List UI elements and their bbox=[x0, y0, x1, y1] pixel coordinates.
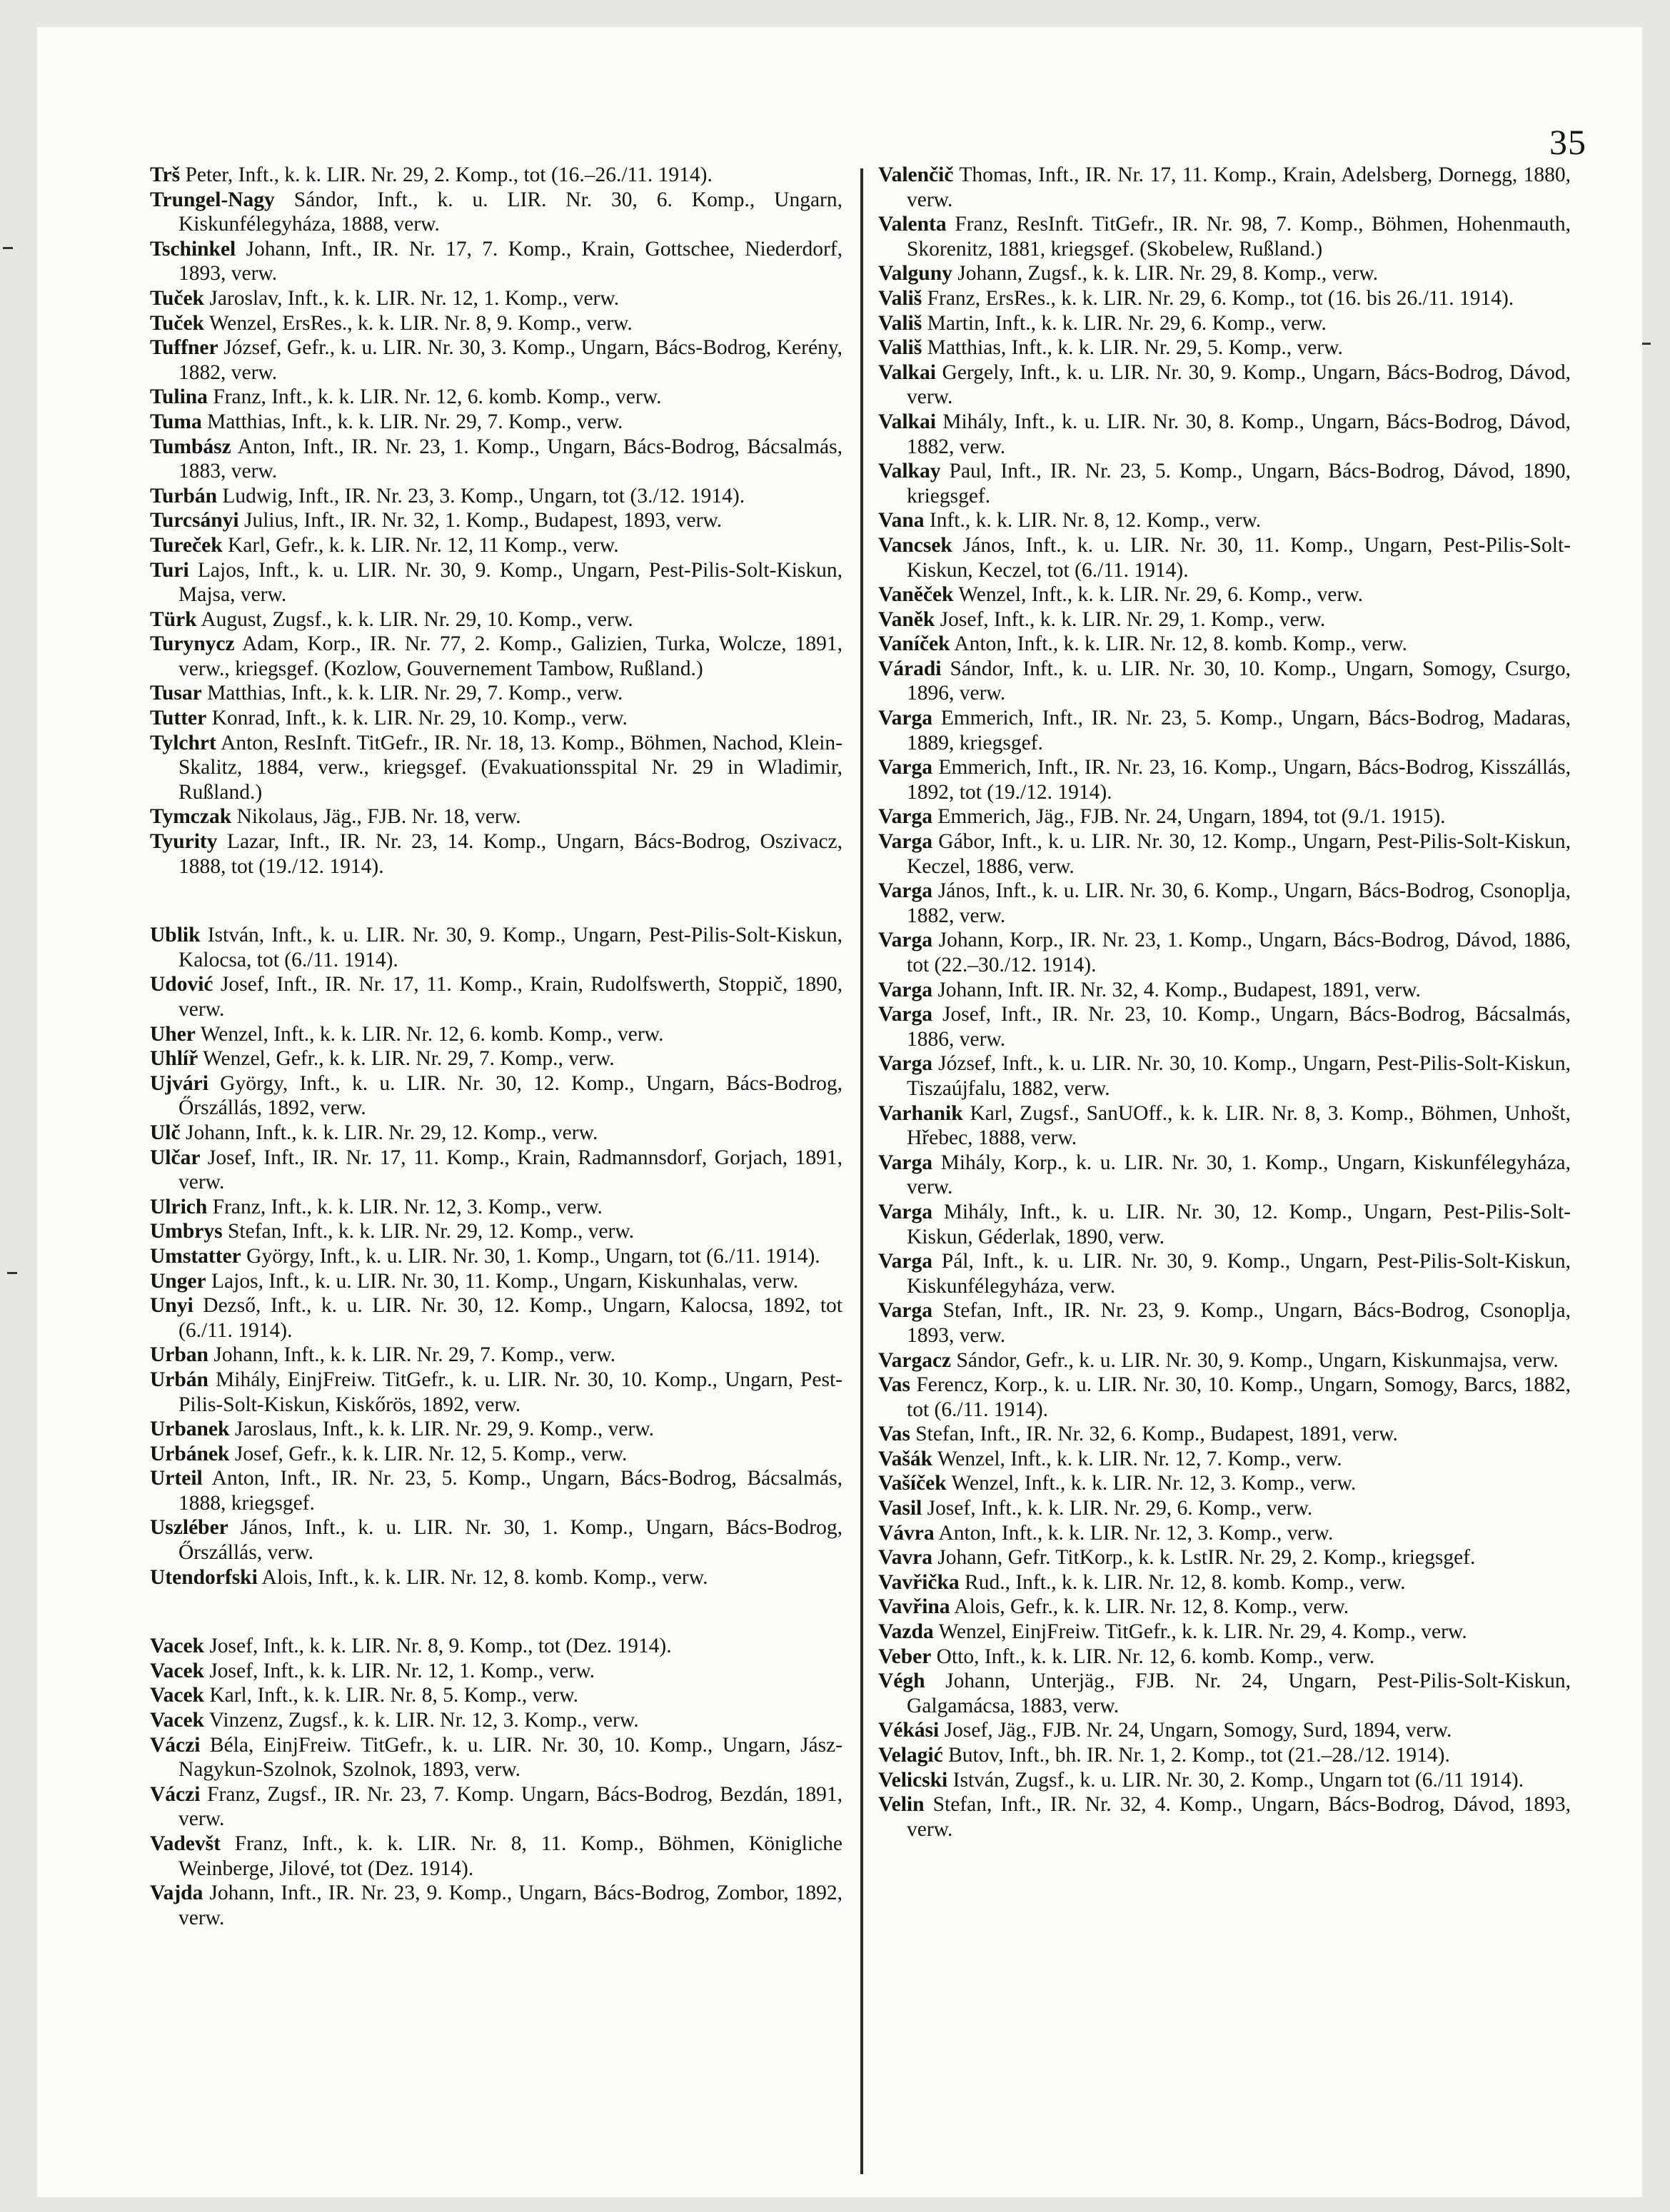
list-entry bbox=[150, 1071, 842, 1121]
list-entry bbox=[150, 188, 842, 237]
entry-details: Lajos, Inft., k. u. LIR. Nr. 30, 11. Komp., Ungarn, Kiskunhalas, verw. bbox=[211, 1269, 799, 1293]
entry-surname: Vargacz bbox=[878, 1348, 952, 1372]
list-entry bbox=[150, 1708, 842, 1733]
entry-surname: Varga bbox=[878, 929, 932, 952]
entry-surname: Turcsányi bbox=[150, 509, 239, 532]
list-entry bbox=[150, 1634, 842, 1659]
entry-surname: Vazda bbox=[878, 1620, 934, 1644]
list-entry bbox=[150, 731, 842, 805]
entry-surname: Velagić bbox=[878, 1744, 943, 1767]
list-entry bbox=[150, 1046, 842, 1071]
entry-surname: Tymczak bbox=[150, 805, 232, 829]
entry-surname: Vašíček bbox=[878, 1472, 947, 1495]
entry-surname: Vaníček bbox=[878, 632, 950, 656]
entry-details: Franz, Inft., k. k. LIR. Nr. 8, 11. Komp., Böhmen, Königliche Weinberge, Jilové, tot (Dez. 1914). bbox=[178, 1832, 843, 1880]
entry-details: Alois, Inft., k. k. LIR. Nr. 12, 8. komb. Komp., verw. bbox=[261, 1565, 708, 1589]
entry-details: György, Inft., k. u. LIR. Nr. 30, 1. Komp., Ungarn, tot (6./11. 1914). bbox=[246, 1244, 820, 1268]
entry-details: György, Inft., k. u. LIR. Nr. 30, 12. Komp., Ungarn, Bács-Bodrog, Őrszállás, 1892, verw. bbox=[178, 1071, 842, 1120]
entry-details: Butov, Inft., bh. IR. Nr. 1, 2. Komp., tot (21.–28./12. 1914). bbox=[948, 1744, 1450, 1767]
list-entry bbox=[878, 632, 1571, 657]
entry-details: Josef, Jäg., FJB. Nr. 24, Ungarn, Somogy, Surd, 1894, verw. bbox=[944, 1719, 1452, 1742]
entry-surname: Váczi bbox=[150, 1733, 201, 1757]
entry-surname: Uher bbox=[150, 1022, 196, 1046]
entry-surname: Vališ bbox=[878, 286, 922, 310]
entry-details: Matthias, Inft., k. k. LIR. Nr. 29, 7. Komp., verw. bbox=[207, 682, 623, 705]
entry-details: Franz, Inft., k. k. LIR. Nr. 12, 3. Komp., verw. bbox=[212, 1195, 603, 1218]
entry-surname: Vasil bbox=[878, 1497, 922, 1520]
entry-details: Wenzel, EinjFreiw. TitGefr., k. k. LIR. Nr. 29, 4. Komp., verw. bbox=[938, 1620, 1467, 1644]
entry-details: Emmerich, Inft., IR. Nr. 23, 5. Komp., Ungarn, Bács-Bodrog, Madaras, 1889, kriegsgef. bbox=[907, 707, 1571, 754]
section-gap bbox=[150, 879, 842, 923]
column-divider bbox=[860, 168, 863, 2174]
list-entry bbox=[878, 360, 1571, 410]
entry-surname: Umbrys bbox=[150, 1220, 223, 1243]
entry-surname: Unyi bbox=[150, 1294, 193, 1318]
entry-details: Ferencz, Korp., k. u. LIR. Nr. 30, 10. Komp., Ungarn, Somogy, Barcs, 1882, tot (6./11. 1914). bbox=[907, 1373, 1571, 1421]
list-entry bbox=[878, 706, 1571, 755]
entry-surname: Varga bbox=[878, 830, 932, 854]
entry-details: Wenzel, Gefr., k. k. LIR. Nr. 29, 7. Komp., verw. bbox=[203, 1047, 615, 1071]
entry-details: Stefan, Inft., IR. Nr. 23, 9. Komp., Ungarn, Bács-Bodrog, Csonoplja, 1893, verw. bbox=[907, 1299, 1571, 1347]
entry-surname: Vacek bbox=[150, 1659, 204, 1682]
list-entry bbox=[878, 582, 1571, 607]
entry-details: Josef, Inft., IR. Nr. 17, 11. Komp., Krain, Rudolfswerth, Stoppič, 1890, verw. bbox=[178, 973, 843, 1021]
entry-surname: Veber bbox=[878, 1645, 932, 1668]
list-entry bbox=[878, 1620, 1571, 1645]
entry-details: Josef, Gefr., k. k. LIR. Nr. 12, 5. Komp., verw. bbox=[234, 1442, 628, 1465]
entry-surname: Vacek bbox=[150, 1635, 204, 1658]
list-entry bbox=[150, 385, 842, 410]
entry-details: Inft., k. k. LIR. Nr. 8, 12. Komp., verw. bbox=[929, 509, 1262, 532]
list-entry bbox=[878, 1792, 1571, 1842]
list-entry bbox=[150, 1782, 842, 1832]
entry-details: István, Inft., k. u. LIR. Nr. 30, 9. Komp., Ungarn, Pest-Pilis-Solt-Kiskun, Kalocsa, tot (6./11. 1914). bbox=[178, 924, 842, 971]
entry-surname: Vališ bbox=[878, 336, 922, 360]
entry-details: Josef, Inft., IR. Nr. 17, 11. Komp., Krain, Radmannsdorf, Gorjach, 1891, verw. bbox=[178, 1146, 842, 1194]
list-entry bbox=[878, 928, 1571, 977]
list-entry bbox=[150, 1466, 842, 1515]
list-entry bbox=[150, 1368, 842, 1417]
list-entry bbox=[150, 1442, 842, 1467]
entry-details: Julius, Inft., IR. Nr. 32, 1. Komp., Budapest, 1893, verw. bbox=[244, 509, 723, 532]
entry-details: József, Gefr., k. u. LIR. Nr. 30, 3. Komp., Ungarn, Bács-Bodrog, Kerény, 1882, verw. bbox=[178, 336, 842, 384]
entry-details: Josef, Inft., k. k. LIR. Nr. 8, 9. Komp., tot (Dez. 1914). bbox=[209, 1635, 672, 1658]
entry-surname: Ulč bbox=[150, 1121, 181, 1144]
entry-details: István, Zugsf., k. u. LIR. Nr. 30, 2. Komp., Ungarn tot (6./11 1914). bbox=[952, 1768, 1524, 1792]
entry-details: Pál, Inft., k. u. LIR. Nr. 30, 9. Komp., Ungarn, Pest-Pilis-Solt-Kiskun, Kiskunfélegyháza, verw. bbox=[907, 1250, 1571, 1298]
entry-surname: Váradi bbox=[878, 657, 942, 680]
list-entry bbox=[878, 311, 1571, 336]
entry-details: Wenzel, ErsRes., k. k. LIR. Nr. 8, 9. Komp., verw. bbox=[208, 311, 633, 335]
list-entry bbox=[150, 1022, 842, 1047]
entry-surname: Varga bbox=[878, 1299, 932, 1323]
list-entry bbox=[150, 484, 842, 509]
entry-details: Béla, EinjFreiw. TitGefr., k. u. LIR. Nr. 30, 10. Komp., Ungarn, Jász-Nagykun-Szolnok, Szolnok, 1893, verw. bbox=[178, 1733, 842, 1782]
entry-surname: Valenčič bbox=[878, 163, 954, 186]
entry-surname: Türk bbox=[150, 607, 197, 631]
list-entry bbox=[878, 607, 1571, 632]
entry-details: Anton, Inft., k. k. LIR. Nr. 12, 8. komb. Komp., verw. bbox=[954, 632, 1408, 656]
list-entry bbox=[878, 533, 1571, 582]
entry-details: Matthias, Inft., k. k. LIR. Nr. 29, 7. Komp., verw. bbox=[207, 410, 623, 433]
list-entry bbox=[878, 1743, 1571, 1768]
entry-surname: Tyurity bbox=[150, 830, 218, 854]
entry-surname: Tschinkel bbox=[150, 237, 236, 261]
entry-surname: Vana bbox=[878, 509, 925, 532]
entry-details: Paul, Inft., IR. Nr. 23, 5. Komp., Ungarn, Bács-Bodrog, Dávod, 1890, kriegsgef. bbox=[907, 460, 1571, 507]
list-entry bbox=[150, 1565, 842, 1590]
list-entry bbox=[150, 1195, 842, 1220]
entry-surname: Vancsek bbox=[878, 533, 952, 557]
entry-surname: Ulrich bbox=[150, 1195, 208, 1218]
list-entry bbox=[150, 1269, 842, 1294]
entry-surname: Varga bbox=[878, 707, 932, 730]
list-entry bbox=[150, 558, 842, 607]
list-entry bbox=[878, 163, 1571, 212]
entry-details: Wenzel, Inft., k. k. LIR. Nr. 12, 7. Komp., verw. bbox=[937, 1447, 1342, 1470]
document-page bbox=[37, 27, 1642, 2197]
entry-details: Karl, Inft., k. k. LIR. Nr. 8, 5. Komp., verw. bbox=[209, 1684, 579, 1707]
entry-details: Johann, Inft., IR. Nr. 17, 7. Komp., Krain, Gottschee, Niederdorf, 1893, verw. bbox=[178, 237, 843, 286]
list-entry bbox=[150, 804, 842, 829]
entry-surname: Trš bbox=[150, 163, 181, 186]
entry-surname: Tureček bbox=[150, 533, 223, 557]
entry-surname: Varga bbox=[878, 978, 932, 1001]
entry-surname: Vaněk bbox=[878, 607, 935, 631]
entry-surname: Vavra bbox=[878, 1546, 932, 1570]
list-entry bbox=[150, 311, 842, 336]
entry-surname: Vaněček bbox=[878, 583, 954, 607]
entry-details: Franz, ResInft. TitGefr., IR. Nr. 98, 7. Komp., Böhmen, Hohenmauth, Skorenitz, 1881, kriegsgef. (Skobelew, Rußland.) bbox=[907, 213, 1571, 261]
entry-details: Wenzel, Inft., k. k. LIR. Nr. 29, 6. Komp., verw. bbox=[958, 583, 1364, 607]
list-entry bbox=[878, 1669, 1571, 1718]
list-entry bbox=[878, 1348, 1571, 1373]
entry-surname: Trungel-Nagy bbox=[150, 188, 275, 211]
list-entry bbox=[878, 459, 1571, 508]
list-entry bbox=[150, 706, 842, 731]
entry-details: Sándor, Gefr., k. u. LIR. Nr. 30, 9. Komp., Ungarn, Kiskunmajsa, verw. bbox=[956, 1348, 1559, 1372]
entry-surname: Vékási bbox=[878, 1719, 940, 1742]
page-number: 35 bbox=[1549, 122, 1586, 162]
list-entry bbox=[878, 1002, 1571, 1051]
entry-details: Johann, Zugsf., k. k. LIR. Nr. 29, 8. Komp., verw. bbox=[957, 262, 1379, 286]
entry-details: Karl, Gefr., k. k. LIR. Nr. 12, 11 Komp., verw. bbox=[228, 533, 619, 557]
entry-surname: Vavřina bbox=[878, 1595, 950, 1619]
entry-details: Johann, Gefr. TitKorp., k. k. LstIR. Nr. 29, 2. Komp., kriegsgef. bbox=[937, 1546, 1476, 1570]
list-entry bbox=[150, 1733, 842, 1782]
entry-details: Anton, ResInft. TitGefr., IR. Nr. 18, 13. Komp., Böhmen, Nachod, Klein-Skalitz, 1884, verw., kriegsgef. (Evakuationsspital Nr. 29 in Wladimir, Rußland.) bbox=[178, 731, 842, 804]
entry-surname: Vašák bbox=[878, 1447, 932, 1470]
list-entry bbox=[878, 755, 1571, 804]
entry-details: Jaroslav, Inft., k. k. LIR. Nr. 12, 1. Komp., verw. bbox=[209, 286, 620, 310]
list-entry bbox=[878, 1373, 1571, 1422]
entry-surname: Varga bbox=[878, 879, 932, 903]
entry-details: Peter, Inft., k. k. LIR. Nr. 29, 2. Komp., tot (16.–26./11. 1914). bbox=[185, 163, 713, 186]
list-entry bbox=[878, 829, 1571, 879]
entry-details: Rud., Inft., k. k. LIR. Nr. 12, 8. komb. Komp., verw. bbox=[965, 1570, 1406, 1594]
left-column bbox=[150, 163, 842, 1930]
entry-details: Alois, Gefr., k. k. LIR. Nr. 12, 8. Komp., verw. bbox=[954, 1595, 1349, 1619]
entry-surname: Vacek bbox=[150, 1684, 204, 1707]
entry-details: Josef, Inft., k. k. LIR. Nr. 29, 6. Komp., verw. bbox=[927, 1497, 1313, 1520]
list-entry bbox=[878, 410, 1571, 459]
entry-surname: Urbánek bbox=[150, 1442, 230, 1465]
entry-details: Lajos, Inft., k. u. LIR. Nr. 30, 9. Komp., Ungarn, Pest-Pilis-Solt-Kiskun, Majsa, verw. bbox=[178, 558, 843, 607]
entry-details: Otto, Inft., k. k. LIR. Nr. 12, 6. komb. Komp., verw. bbox=[936, 1645, 1375, 1668]
entry-surname: Tutter bbox=[150, 707, 207, 730]
entry-details: Johann, Unterjäg., FJB. Nr. 24, Ungarn, Pest-Pilis-Solt-Kiskun, Galgamácsa, 1883, verw. bbox=[907, 1670, 1571, 1717]
list-entry bbox=[150, 1659, 842, 1684]
list-entry bbox=[150, 1881, 842, 1930]
list-entry bbox=[878, 1718, 1571, 1743]
entry-surname: Tumbász bbox=[150, 435, 231, 458]
entry-details: Gergely, Inft., k. u. LIR. Nr. 30, 9. Komp., Ungarn, Bács-Bodrog, Dávod, verw. bbox=[907, 360, 1571, 409]
list-entry bbox=[150, 1832, 842, 1881]
list-entry bbox=[150, 286, 842, 311]
entry-surname: Vališ bbox=[878, 311, 922, 335]
entry-details: Emmerich, Inft., IR. Nr. 23, 16. Komp., Ungarn, Bács-Bodrog, Kisszállás, 1892, tot (19./12. 1914). bbox=[907, 756, 1571, 804]
entry-details: Vinzenz, Zugsf., k. k. LIR. Nr. 12, 3. Komp., verw. bbox=[208, 1709, 639, 1732]
list-entry bbox=[150, 1121, 842, 1146]
entry-details: Anton, Inft., IR. Nr. 23, 5. Komp., Ungarn, Bács-Bodrog, Bácsalmás, 1888, kriegsgef. bbox=[178, 1467, 842, 1515]
entry-surname: Vas bbox=[878, 1373, 910, 1397]
list-entry bbox=[150, 1244, 842, 1269]
entry-details: Gábor, Inft., k. u. LIR. Nr. 30, 12. Komp., Ungarn, Pest-Pilis-Solt-Kiskun, Keczel, 1886, verw. bbox=[907, 830, 1571, 878]
list-entry bbox=[878, 1595, 1571, 1620]
entry-details: Mihály, Inft., k. u. LIR. Nr. 30, 12. Komp., Ungarn, Pest-Pilis-Solt-Kiskun, Géderlak, 1890, verw. bbox=[907, 1200, 1571, 1248]
list-entry bbox=[150, 435, 842, 484]
entry-surname: Ujvári bbox=[150, 1071, 208, 1095]
list-entry bbox=[878, 1471, 1571, 1496]
entry-details: Konrad, Inft., k. k. LIR. Nr. 29, 10. Komp., verw. bbox=[211, 707, 628, 730]
list-entry bbox=[150, 607, 842, 632]
entry-details: Matthias, Inft., k. k. LIR. Nr. 29, 5. Komp., verw. bbox=[927, 336, 1343, 360]
entry-surname: Végh bbox=[878, 1670, 925, 1693]
list-entry bbox=[878, 1645, 1571, 1670]
entry-surname: Valkai bbox=[878, 410, 936, 433]
entry-details: János, Inft., k. u. LIR. Nr. 30, 11. Komp., Ungarn, Pest-Pilis-Solt-Kiskun, Keczel, tot (6./11. 1914). bbox=[907, 533, 1571, 582]
entry-surname: Turi bbox=[150, 558, 189, 582]
entry-details: Josef, Inft., k. k. LIR. Nr. 12, 1. Komp., verw. bbox=[209, 1659, 595, 1682]
entry-surname: Valenta bbox=[878, 213, 947, 236]
entry-details: Karl, Zugsf., SanUOff., k. k. LIR. Nr. 8, 3. Komp., Böhmen, Unhošt, Hřebec, 1888, verw. bbox=[907, 1101, 1571, 1150]
entry-details: Mihály, EinjFreiw. TitGefr., k. u. LIR. Nr. 30, 10. Komp., Ungarn, Pest-Pilis-Solt-Kiskun, Kiskőrös, 1892, verw. bbox=[178, 1368, 843, 1416]
entry-surname: Udović bbox=[150, 973, 213, 996]
entry-details: Stefan, Inft., k. k. LIR. Nr. 29, 12. Komp., verw. bbox=[227, 1220, 635, 1243]
right-column bbox=[878, 163, 1571, 1842]
entry-surname: Urban bbox=[150, 1343, 208, 1367]
list-entry bbox=[878, 1768, 1571, 1793]
entry-details: Anton, Inft., IR. Nr. 23, 1. Komp., Ungarn, Bács-Bodrog, Bácsalmás, 1883, verw. bbox=[178, 435, 842, 483]
list-entry bbox=[878, 1545, 1571, 1570]
list-entry bbox=[878, 1496, 1571, 1521]
list-entry bbox=[878, 335, 1571, 360]
entry-surname: Varga bbox=[878, 1052, 932, 1076]
list-entry bbox=[150, 1515, 842, 1565]
entry-surname: Vávra bbox=[878, 1521, 935, 1545]
entry-details: Josef, Inft., IR. Nr. 23, 10. Komp., Ungarn, Bács-Bodrog, Bácsalmás, 1886, verw. bbox=[907, 1003, 1571, 1051]
entry-details: Stefan, Inft., IR. Nr. 32, 6. Komp., Budapest, 1891, verw. bbox=[915, 1423, 1398, 1446]
entry-details: Franz, Zugsf., IR. Nr. 23, 7. Komp. Ungarn, Bács-Bodrog, Bezdán, 1891, verw. bbox=[178, 1782, 843, 1831]
list-entry bbox=[150, 972, 842, 1021]
entry-surname: Varga bbox=[878, 756, 932, 779]
entry-surname: Uhlíř bbox=[150, 1047, 198, 1071]
entry-surname: Tusar bbox=[150, 682, 202, 705]
entry-details: Franz, Inft., k. k. LIR. Nr. 12, 6. komb. Komp., verw. bbox=[213, 385, 662, 409]
list-entry bbox=[150, 1219, 842, 1244]
entry-surname: Vadevšt bbox=[150, 1832, 221, 1855]
list-entry bbox=[878, 1298, 1571, 1348]
entry-details: Adam, Korp., IR. Nr. 77, 2. Komp., Galizien, Turka, Wolcze, 1891, verw., kriegsgef. (Kozlow, Gouvernement Tambow, Rußland.) bbox=[178, 632, 842, 680]
entry-surname: Tuček bbox=[150, 311, 204, 335]
entry-surname: Velin bbox=[878, 1793, 925, 1817]
entry-surname: Varga bbox=[878, 1250, 932, 1273]
list-entry bbox=[878, 1447, 1571, 1472]
entry-surname: Unger bbox=[150, 1269, 206, 1293]
list-entry bbox=[878, 1249, 1571, 1298]
list-entry bbox=[878, 1200, 1571, 1249]
entry-details: Stefan, Inft., IR. Nr. 32, 4. Komp., Ungarn, Bács-Bodrog, Dávod, 1893, verw. bbox=[907, 1793, 1571, 1841]
list-entry bbox=[878, 508, 1571, 533]
list-entry bbox=[878, 261, 1571, 286]
entry-details: Mihály, Inft., k. u. LIR. Nr. 30, 8. Komp., Ungarn, Bács-Bodrog, Dávod, 1882, verw. bbox=[907, 410, 1571, 458]
entry-details: Dezső, Inft., k. u. LIR. Nr. 30, 12. Komp., Ungarn, Kalocsa, 1892, tot (6./11. 1914). bbox=[178, 1294, 842, 1342]
list-entry bbox=[878, 1151, 1571, 1200]
entry-details: Johann, Inft., IR. Nr. 23, 9. Komp., Ungarn, Bács-Bodrog, Zombor, 1892, verw. bbox=[178, 1882, 842, 1929]
entry-surname: Tulina bbox=[150, 385, 208, 409]
entry-surname: Tuček bbox=[150, 286, 204, 310]
entry-details: Sándor, Inft., k. u. LIR. Nr. 30, 10. Komp., Ungarn, Somogy, Csurgo, 1896, verw. bbox=[907, 657, 1571, 705]
margin-mark bbox=[3, 247, 13, 249]
entry-surname: Varga bbox=[878, 1003, 932, 1026]
list-entry bbox=[150, 533, 842, 558]
entry-surname: Urteil bbox=[150, 1467, 203, 1490]
list-entry bbox=[150, 1417, 842, 1442]
list-entry bbox=[150, 1146, 842, 1195]
entry-surname: Velicski bbox=[878, 1768, 948, 1792]
entry-surname: Váczi bbox=[150, 1782, 201, 1806]
entry-details: Lazar, Inft., IR. Nr. 23, 14. Komp., Ungarn, Bács-Bodrog, Oszivacz, 1888, tot (19./12. 1914). bbox=[178, 830, 843, 878]
list-entry bbox=[878, 286, 1571, 311]
entry-details: Jaroslaus, Inft., k. k. LIR. Nr. 29, 9. Komp., verw. bbox=[234, 1418, 655, 1441]
entry-surname: Uszléber bbox=[150, 1516, 228, 1540]
list-entry bbox=[878, 1101, 1571, 1151]
entry-surname: Vavřička bbox=[878, 1570, 960, 1594]
list-entry bbox=[150, 335, 842, 385]
list-entry bbox=[150, 829, 842, 879]
entry-surname: Ublik bbox=[150, 924, 201, 947]
entry-surname: Vajda bbox=[150, 1882, 203, 1905]
entry-surname: Varga bbox=[878, 1200, 932, 1223]
list-entry bbox=[878, 1521, 1571, 1546]
entry-details: August, Zugsf., k. k. LIR. Nr. 29, 10. Komp., verw. bbox=[201, 607, 633, 631]
list-entry bbox=[150, 1343, 842, 1368]
list-entry bbox=[878, 1051, 1571, 1101]
entry-details: Johann, Inft., k. k. LIR. Nr. 29, 12. Komp., verw. bbox=[185, 1121, 598, 1144]
entry-surname: Urbán bbox=[150, 1368, 208, 1391]
entry-details: Johann, Korp., IR. Nr. 23, 1. Komp., Ungarn, Bács-Bodrog, Dávod, 1886, tot (22.–30./12. 1914). bbox=[907, 929, 1571, 976]
entry-details: Johann, Inft., k. k. LIR. Nr. 29, 7. Komp., verw. bbox=[213, 1343, 615, 1367]
entry-details: Nikolaus, Jäg., FJB. Nr. 18, verw. bbox=[236, 805, 521, 829]
margin-mark bbox=[1642, 343, 1651, 345]
list-entry bbox=[150, 237, 842, 286]
entry-surname: Valkay bbox=[878, 460, 941, 483]
entry-details: Franz, ErsRes., k. k. LIR. Nr. 29, 6. Komp., tot (16. bis 26./11. 1914). bbox=[927, 286, 1514, 310]
entry-surname: Umstatter bbox=[150, 1244, 241, 1268]
list-entry bbox=[150, 1293, 842, 1343]
list-entry bbox=[150, 681, 842, 706]
margin-mark bbox=[7, 1272, 17, 1274]
list-entry bbox=[150, 1683, 842, 1708]
section-gap bbox=[150, 1590, 842, 1634]
list-entry bbox=[878, 657, 1571, 706]
entry-surname: Valkai bbox=[878, 360, 936, 384]
entry-details: Thomas, Inft., IR. Nr. 17, 11. Komp., Krain, Adelsberg, Dornegg, 1880, verw. bbox=[907, 163, 1571, 211]
entry-surname: Vas bbox=[878, 1423, 910, 1446]
entry-details: Sándor, Inft., k. u. LIR. Nr. 30, 6. Komp., Ungarn, Kiskunfélegyháza, 1888, verw. bbox=[178, 188, 842, 236]
entry-surname: Valguny bbox=[878, 262, 952, 286]
entry-details: János, Inft., k. u. LIR. Nr. 30, 6. Komp., Ungarn, Bács-Bodrog, Csonoplja, 1882, verw. bbox=[907, 879, 1571, 927]
entry-details: Wenzel, Inft., k. k. LIR. Nr. 12, 3. Komp., verw. bbox=[951, 1472, 1357, 1495]
entry-details: Josef, Inft., k. k. LIR. Nr. 29, 1. Komp., verw. bbox=[940, 607, 1326, 631]
entry-surname: Vacek bbox=[150, 1709, 204, 1732]
entry-details: Mihály, Korp., k. u. LIR. Nr. 30, 1. Komp., Ungarn, Kiskunfélegyháza, verw. bbox=[907, 1151, 1571, 1199]
list-entry bbox=[150, 632, 842, 681]
list-entry bbox=[878, 978, 1571, 1003]
entry-surname: Tylchrt bbox=[150, 731, 216, 754]
list-entry bbox=[150, 923, 842, 972]
list-entry bbox=[878, 879, 1571, 928]
entry-surname: Ulčar bbox=[150, 1146, 201, 1169]
entry-surname: Utendorfski bbox=[150, 1565, 258, 1589]
list-entry bbox=[150, 410, 842, 435]
entry-details: János, Inft., k. u. LIR. Nr. 30, 1. Komp., Ungarn, Bács-Bodrog, Őrszállás, verw. bbox=[178, 1516, 843, 1565]
entry-surname: Turynycz bbox=[150, 632, 235, 656]
entry-details: József, Inft., k. u. LIR. Nr. 30, 10. Komp., Ungarn, Pest-Pilis-Solt-Kiskun, Tiszaújfalu, 1882, verw. bbox=[907, 1052, 1571, 1100]
list-entry bbox=[878, 804, 1571, 829]
list-entry bbox=[878, 212, 1571, 261]
entry-surname: Varga bbox=[878, 1151, 932, 1174]
entry-details: Martin, Inft., k. k. LIR. Nr. 29, 6. Komp., verw. bbox=[927, 311, 1327, 335]
entry-details: Anton, Inft., k. k. LIR. Nr. 12, 3. Komp., verw. bbox=[938, 1521, 1334, 1545]
entry-surname: Varhanik bbox=[878, 1101, 963, 1125]
list-entry bbox=[150, 508, 842, 533]
list-entry bbox=[878, 1422, 1571, 1447]
entry-details: Ludwig, Inft., IR. Nr. 23, 3. Komp., Ungarn, tot (3./12. 1914). bbox=[222, 484, 745, 507]
entry-details: Emmerich, Jäg., FJB. Nr. 24, Ungarn, 1894, tot (9./1. 1915). bbox=[937, 805, 1446, 829]
entry-surname: Turbán bbox=[150, 484, 218, 507]
entry-details: Wenzel, Inft., k. k. LIR. Nr. 12, 6. komb. Komp., verw. bbox=[200, 1022, 664, 1046]
entry-surname: Tuma bbox=[150, 410, 202, 433]
entry-surname: Urbanek bbox=[150, 1418, 230, 1441]
entry-surname: Varga bbox=[878, 805, 932, 829]
list-entry bbox=[150, 163, 842, 188]
entry-surname: Tuffner bbox=[150, 336, 218, 360]
entry-details: Johann, Inft. IR. Nr. 32, 4. Komp., Budapest, 1891, verw. bbox=[937, 978, 1421, 1001]
list-entry bbox=[878, 1570, 1571, 1595]
